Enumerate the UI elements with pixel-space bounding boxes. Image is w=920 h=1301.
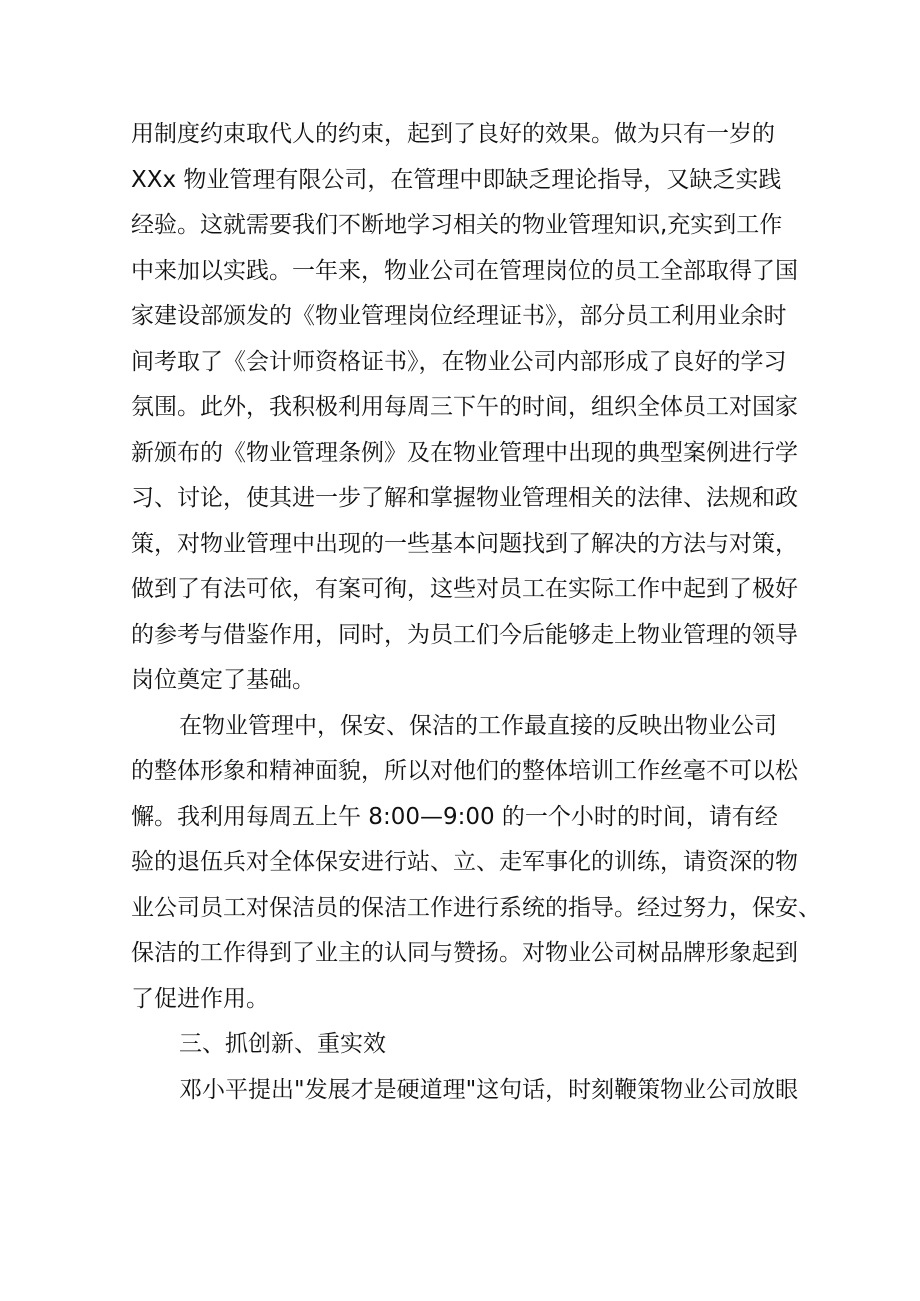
text-line: 懈。我利用每周五上午 8:00—9:00 的一个小时的时间，请有经 [131, 803, 778, 830]
text-line: 的参考与借鉴作用，同时，为员工们今后能够走上物业管理的领导 [131, 621, 798, 648]
text-line: XXx 物业管理有限公司，在管理中即缺乏理论指导，又缺乏实践 [131, 166, 782, 193]
text-line: 了促进作用。 [131, 985, 269, 1012]
text-line: 新颁布的《物业管理条例》及在物业管理中出现的典型案例进行学 [131, 439, 798, 466]
text-line: 中来加以实践。一年来，物业公司在管理岗位的员工全部取得了国 [131, 257, 798, 284]
text-line: 氛围。此外，我积极利用每周三下午的时间，组织全体员工对国家 [131, 394, 798, 420]
text-line: 的整体形象和精神面貌，所以对他们的整体培训工作丝毫不可以松 [131, 758, 798, 784]
document-body [131, 112, 821, 1113]
text-line: 用制度约束取代人的约束，起到了良好的效果。做为只有一岁的 [131, 121, 775, 147]
text-line: 验的退伍兵对全体保安进行站、立、走军事化的训练，请资深的物 [131, 849, 798, 875]
text-line: 岗位奠定了基础。 [131, 667, 315, 693]
paragraph-start-line: 在物业管理中，保安、保洁的工作最直接的反映出物业公司 [179, 712, 777, 739]
text-line: 策，对物业管理中出现的一些基本问题找到了解决的方法与对策， [131, 530, 798, 557]
text-line: 业公司员工对保洁员的保洁工作进行系统的指导。经过努力，保安、 [131, 894, 821, 921]
section-heading: 三、抓创新、重实效 [179, 1031, 386, 1057]
text-line: 家建设部颁发的《物业管理岗位经理证书》，部分员工利用业余时 [131, 303, 787, 329]
text-line: 保洁的工作得到了业主的认同与赞扬。对物业公司树品牌形象起到 [131, 940, 798, 966]
text-line: 做到了有法可依，有案可徇，这些对员工在实际工作中起到了极好 [131, 576, 798, 602]
text-line: 间考取了《会计师资格证书》，在物业公司内部形成了良好的学习 [131, 348, 787, 375]
text-line: 习、讨论，使其进一步了解和掌握物业管理相关的法律、法规和政 [131, 485, 798, 511]
text-line: 经验。这就需要我们不断地学习相关的物业管理知识,充实到工作 [131, 212, 783, 238]
paragraph-start-line: 邓小平提出"发展才是硬道理"这句话，时刻鞭策物业公司放眼 [179, 1076, 799, 1103]
